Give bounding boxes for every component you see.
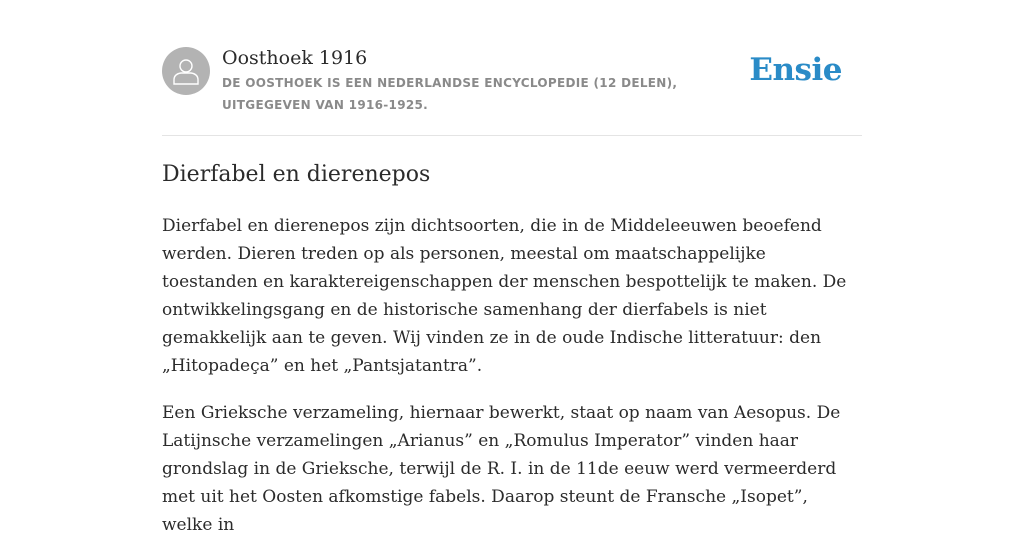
article-paragraph: Een Grieksche verzameling, hiernaar bewerkt, staat op naam van Aesopus. De Latijnsche verzamelingen „Arianus” en „Romulus Imperator” vinden haar grondslag in de Grieksche, terwijl de R. I. in de 11de eeuw werd vermeerderd met uit het Oosten afkomstige fabels. Daarop steunt de Fransche „Isopet”, welke in [162,403,841,535]
article-body [162,212,862,558]
header-divider [162,135,862,136]
ensie-logo[interactable]: Ensie [749,52,842,88]
article-title: Dierfabel en dierenepos [162,162,431,187]
user-avatar-icon[interactable] [162,47,210,95]
source-description: DE OOSTHOEK IS EEN NEDERLANDSE ENCYCLOPEDIE (12 DELEN), UITGEGEVEN VAN 1916-1925. [222,76,678,112]
source-title[interactable]: Oosthoek 1916 [222,47,368,69]
article-paragraph: Dierfabel en dierenepos zijn dichtsoorten, die in de Middeleeuwen beoefend werden. Dieren treden op als personen, meestal om maatschappelijke toestanden en karaktereigenschappen der menschen bespottelijk te maken. De ontwikkelingsgang en de historische samenhang der dierfabels is niet gemakkelijk aan te geven. Wij vinden ze in de oude Indische litteratuur: den „Hitopadeça” en het „Pantsjatantra”. [162,216,847,376]
source-header [162,46,862,118]
